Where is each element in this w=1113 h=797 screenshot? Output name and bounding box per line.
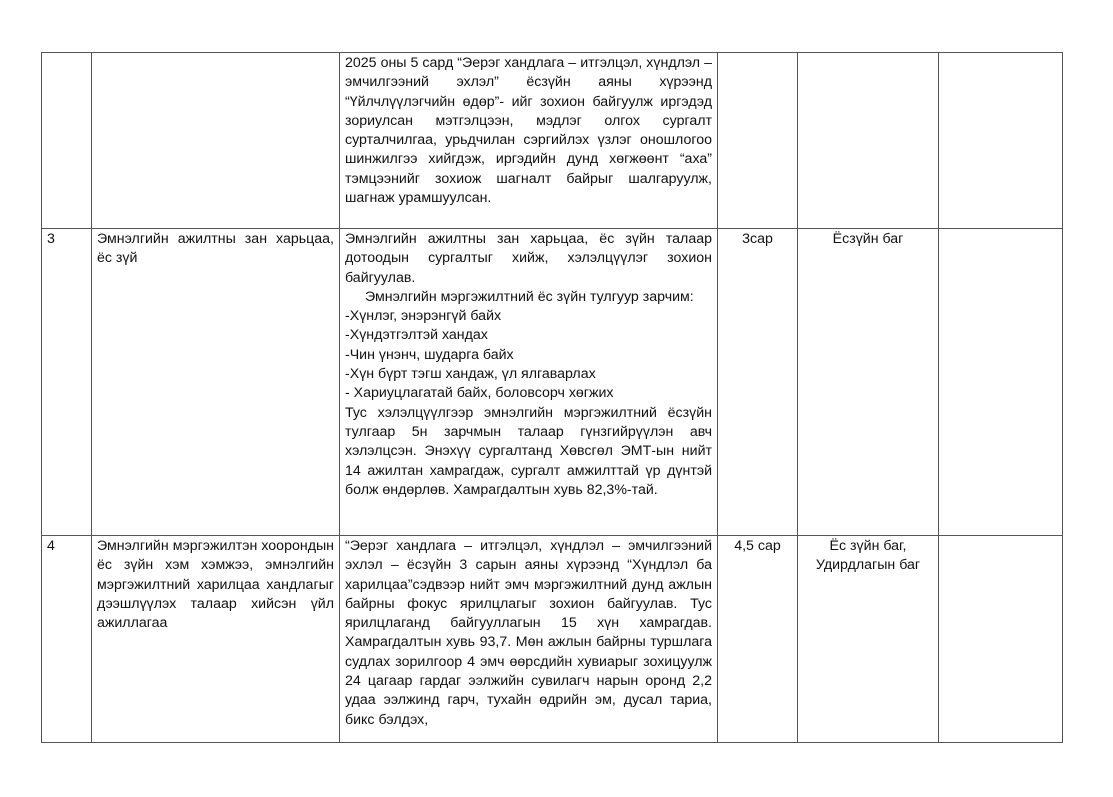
details-cell — [340, 53, 718, 229]
note-cell — [939, 229, 1063, 536]
duration-cell: 4,5 сар — [718, 536, 798, 743]
activity-report-table — [41, 52, 1063, 743]
activity-cell — [92, 53, 340, 229]
principle-item: -Чин үнэнч, шударга байх — [345, 346, 514, 363]
principle-item: - Хариуцлагатай байх, боловсорч хөгжих — [345, 385, 614, 402]
principle-item: -Хүн бүрт тэгш хандаж, үл ялгаварлах — [345, 366, 596, 383]
details-outro: Тус хэлэлцүүлгээр эмнэлгийн мэргэжилтний ёсзүйн тулгаар 5н зарчмын талаар гүнзгийрүүлэн авч хэлэлцсэн. Энэхүү сургалтанд Хөвсгөл ЭМТ-ын нийт 14 ажилтан хамрагдаж, сургалт амжилттай үр дүнтэй болж өндөрлөв. Хамрагдалтын хувь 82,3%-тай. — [345, 404, 712, 498]
note-cell — [939, 53, 1063, 229]
duration-cell — [718, 53, 798, 229]
table-row — [42, 536, 1063, 743]
duration-cell: 3сар — [718, 229, 798, 536]
responsible-cell: Ёсзүйн баг — [798, 229, 939, 536]
responsible-cell — [798, 53, 939, 229]
principle-item: -Хүнлэг, энэрэнгүй байх — [345, 308, 502, 325]
table-row — [42, 53, 1063, 229]
row-number-cell: 4 — [42, 536, 92, 743]
details-intro: Эмнэлгийн ажилтны зан харьцаа, ёс зүйн талаар дотоодын сургалтыг хийж, хэлэлцүүлэг зохион байгуулав. — [345, 231, 712, 286]
note-cell — [939, 536, 1063, 743]
table-row — [42, 229, 1063, 536]
details-paragraph: 2025 оны 5 сард “Эерэг хандлага – итгэлцэл, хүндлэл – эмчилгээний эхлэл” ёсзүйн аяны хүрээнд “Үйлчлүүлэгчийн өдөр”- ийг зохион байгуулж иргэдэд зориулсан мэтгэлцээн, мэдлэг олгох сургалт сурталчилгаа, урьдчилан сэргийлэх үзлэг оношлогоо шинжилгээ хийгдэж, иргэдийн дунд хөгжөөнт “аха” тэмцээнийг зохиож шагналт байрыг шалгаруулж, шагнаж урамшуулсан. — [345, 55, 712, 207]
principle-item: -Хүндэтгэлтэй хандах — [345, 327, 488, 344]
responsible-cell: Ёс зүйн баг, Удирдлагын баг — [798, 536, 939, 743]
details-paragraph: “Эерэг хандлага – итгэлцэл, хүндлэл – эмчилгээний эхлэл – ёсзүйн 3 сарын аяны хүрээнд “Хүндлэл ба харилцаа”сэдвээр нийт эмч мэргэжилтний дунд ажлын байрны фокус ярилцлагыг зохион байгуулав. Тус ярилцлаганд байгууллагын 15 хүн хамрагдав. Хамрагдалтын хувь 93,7. Мөн ажлын байрны туршлага судлах зорилгоор 4 эмч өөрсдийн хувиарыг зохицуулж 24 цагаар гардаг ээлжийн сувилагч нарын оронд 2,2 удаа ээлжинд гарч, тухайн өдрийн эм, дусал тариа, бикс бэлдэх, — [345, 538, 712, 728]
principles-title: Эмнэлгийн мэргэжилтний ёс зүйн тулгуур зарчим: — [365, 288, 694, 305]
row-number-cell — [42, 53, 92, 229]
details-cell — [340, 536, 718, 743]
activity-cell: Эмнэлгийн мэргэжилтэн хоорондын ёс зүйн хэм хэмжээ, эмнэлгийн мэргэжилтний харилцаа хандлагыг дээшлүүлэх талаар хийсэн үйл ажиллагаа — [92, 536, 340, 743]
activity-cell: Эмнэлгийн ажилтны зан харьцаа, ёс зүй — [92, 229, 340, 536]
row-number-cell: 3 — [42, 229, 92, 536]
details-cell — [340, 229, 718, 536]
